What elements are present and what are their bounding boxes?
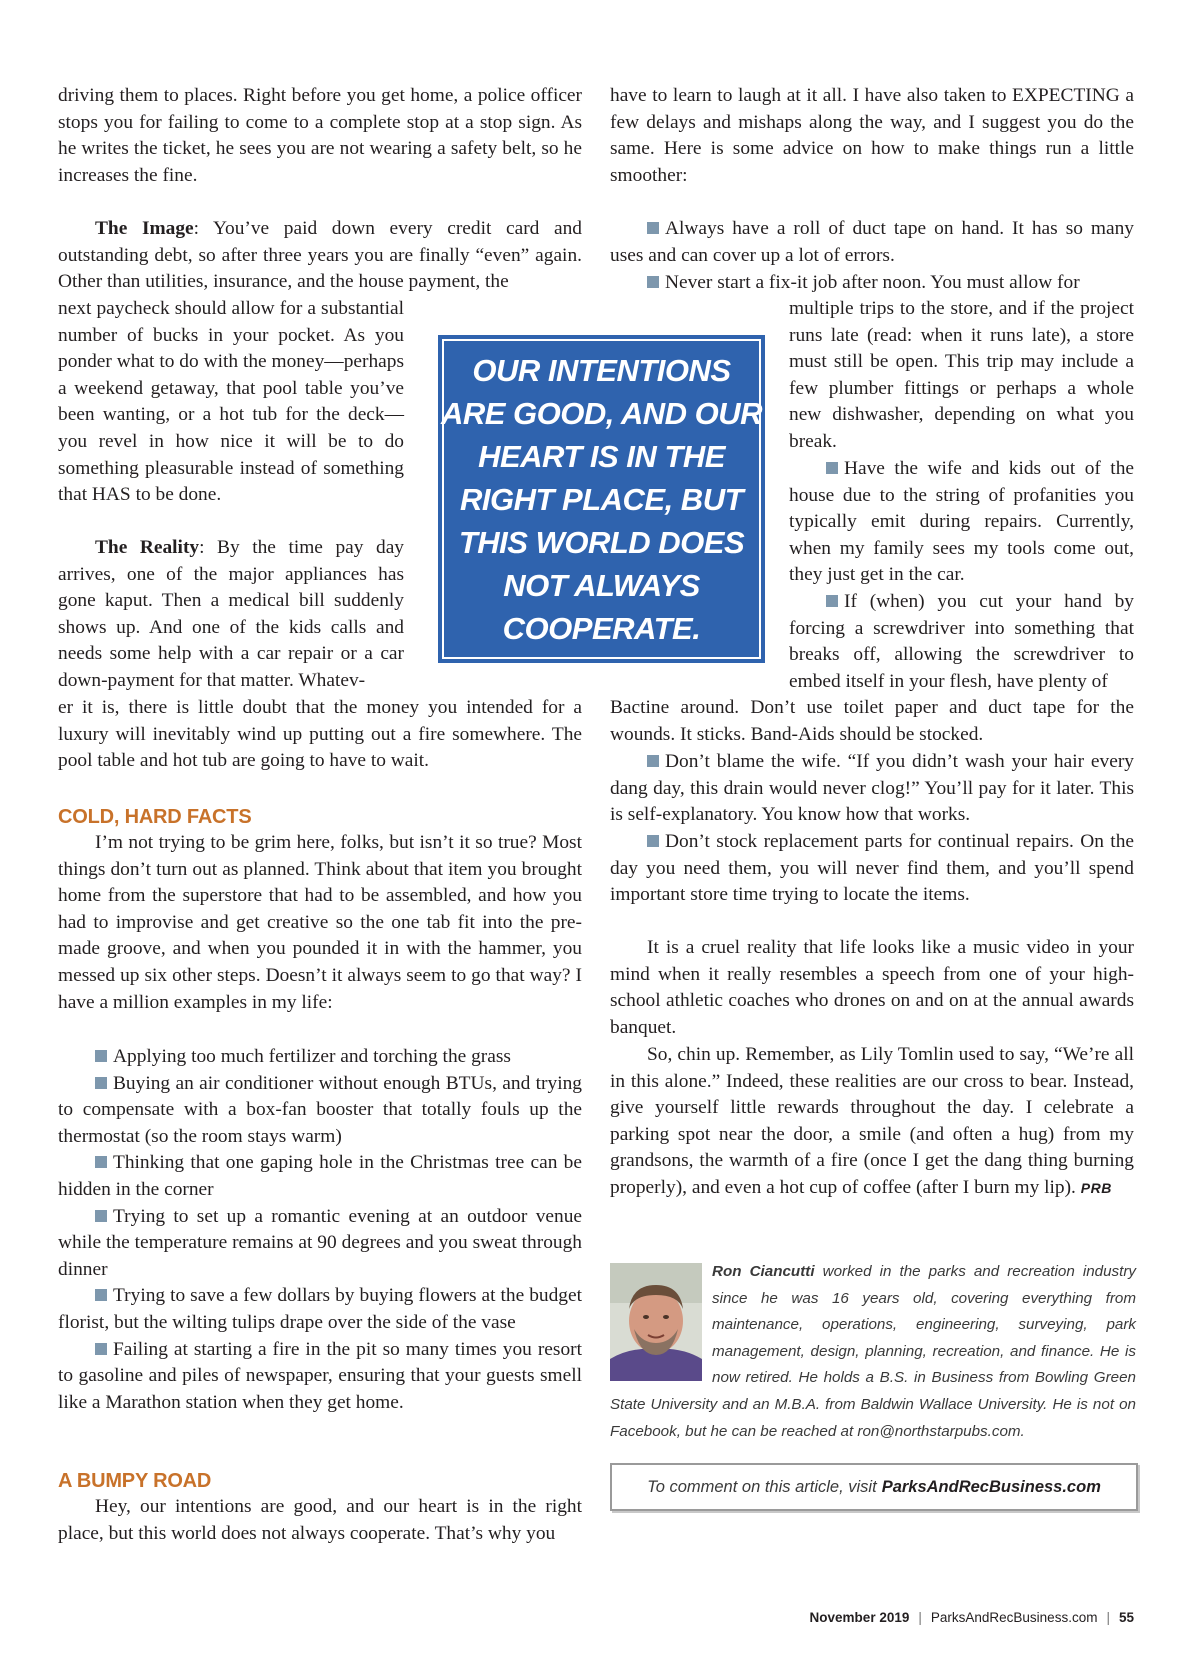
author-name: Ron Ciancutti [712,1263,815,1280]
tip-item: Don’t stock replacement parts for continual repairs. On the day you need them, you will never find them, and you’ll spend important store time trying to locate the items. [610,831,1134,906]
comment-box [610,1463,1138,1511]
right-paragraph-2: It is a cruel reality that life looks like a music video in your mind when it really resembles a speech from one of your high-school athletic coaches who drones on and on at the annual awards banquet. [610,937,1134,1038]
tip-item-cont: Bactine around. Don’t use toilet paper and duct tape for the wounds. It sticks. Band-Aids should be stocked. [610,697,1134,745]
list-item: Buying an air conditioner without enough BTUs, and trying to compensate with a box-fan booster that totally fouls up the thermostat (so the room stays warm) [58,1072,582,1147]
square-bullet-icon [647,755,659,767]
footer-date: November 2019 [809,1610,910,1625]
tip-item-cont: multiple trips to the store, and if the project runs late (read: when it runs late), a store must still be open. This trip may include a few plumber fittings or perhaps a whole new dishwasher, depending on what you break. [789,298,1134,452]
reality-paragraph [58,535,404,695]
pull-quote-box [438,335,765,663]
tip-item: Have the wife and kids out of the house due to the string of profanities you typically emit during repairs. Currently, when my family sees my tools come out, they just get in the car. [789,458,1134,586]
list-item: Thinking that one gaping hole in the Christmas tree can be hidden in the corner [58,1152,582,1200]
tip-item: Always have a roll of duct tape on hand. It has so many uses and can cover up a lot of errors. [610,218,1134,266]
square-bullet-icon [647,222,659,234]
list-item: Failing at starting a fire in the pit so many times you resort to gasoline and piles of newspaper, ensuring that your guests smell like a Marathon station when they get home. [58,1338,582,1413]
footer-site: ParksAndRecBusiness.com [930,1610,1098,1625]
comment-prefix: To comment on this article, visit [647,1477,877,1496]
square-bullet-icon [95,1077,107,1089]
comment-site-link[interactable]: ParksAndRecBusiness.com [881,1477,1101,1496]
square-bullet-icon [826,462,838,474]
image-paragraph [58,216,582,296]
road-paragraph: Hey, our intentions are good, and our heart is in the right place, but this world does not always cooperate. That’s why you [58,1496,582,1544]
square-bullet-icon [95,1156,107,1168]
list-item: Applying too much fertilizer and torching the grass [58,1044,582,1071]
tip-item: Don’t blame the wife. “If you didn’t wash your hair every dang day, this drain would never clog!” You’ll pay for it later. This is self-explanatory. You know how that works. [610,751,1134,826]
heading-cold-hard-facts: COLD, HARD FACTS [58,806,252,828]
facts-paragraph: I’m not trying to be grim here, folks, but isn’t it so true? Most things don’t turn out as planned. Think about that item you brought home from the superstore that had to be assembled, and how you had to improvise and get creative so the one tab fit into the pre-made groove, and when you pounded it in with the hammer, you messed up six other steps. Doesn’t it always seem to go that way? I have a million examples in my life: [58,832,582,1013]
list-item: Trying to set up a romantic evening at an outdoor venue while the temperature remains at 90 degrees and you sweat through dinner [58,1205,582,1280]
examples-list [58,1044,582,1416]
author-photo [610,1263,702,1381]
reality-label: The Reality [95,537,200,558]
tip-item: Never start a fix-it job after noon. You must allow for [610,270,1134,297]
square-bullet-icon [647,276,659,288]
left-paragraph-1: driving them to places. Right before you get home, a police officer stops you for failing to come to a complete stop at a stop sign. As he writes the ticket, he sees you are not wearing a safety belt, so he increases the fine. [58,85,582,186]
reality-text: : By the time pay day arrives, one of the major appliances has gone kaput. Then a medical bill suddenly shows up. And one of the kids calls and needs some help with a car repair or a car down-payment for that matter. Whatev- [58,537,405,691]
image-label: The Image [95,218,194,239]
right-paragraph-1: have to learn to laugh at it all. I have also taken to EXPECTING a few delays and mishaps along the way, and I suggest you do the same. Here is some advice on how to make things run a little smoother: [610,85,1134,186]
tip-item: If (when) you cut your hand by forcing a screwdriver into something that breaks off, allowing the screwdriver to embed itself in your flesh, have plenty of [789,591,1134,692]
footer-divider: | [1106,1610,1110,1625]
end-mark: PRB [1080,1179,1112,1196]
image-paragraph-cont: next paycheck should allow for a substantial number of bucks in your pocket. As you ponder what to do with the money—perhaps a weekend getaway, that pool table you’ve been wanting, or a hot tub for the deck—you revel in how nice it will be to do something pleasurable instead of something that HAS to be done. [58,298,404,506]
square-bullet-icon [826,595,838,607]
image-text: : You’ve paid down every credit card and outstanding debt, so after three years you are finally “even” again. Other than utilities, insurance, and the house payment, the [58,218,582,293]
pull-quote-text: OUR INTENTIONS ARE GOOD, AND OUR HEART IS IN THE RIGHT PLACE, BUT THIS WORLD DOES NOT ALWAYS COOPERATE. [440,352,763,646]
page-number: 55 [1118,1610,1134,1625]
footer-divider: | [918,1610,922,1625]
right-paragraph-3: So, chin up. Remember, as Lily Tomlin used to say, “We’re all in this alone.” Indeed, these realities are our cross to bear. Instead, give yourself little rewards throughout the day. I celebrate a parking spot near the door, a smile (and often a hug) from my grandsons, the warmth of a fire (once I get the dang thing burning properly), and even a hot cup of coffee (after I burn my lip). PRB [610,1044,1134,1198]
heading-bumpy-road: A BUMPY ROAD [58,1470,212,1492]
square-bullet-icon [647,835,659,847]
author-bio-text: worked in the parks and recreation industry since he was 16 years old, covering everything from maintenance, operations, engineering, surveying, park management, design, planning, recreation, and finance. He is now retired. He holds a B.S. in Business from Bowling Green State University and an M.B.A. from Baldwin Wallace University. He is not on Facebook, but he can be reached at ron@northstarpubs.com. [610,1263,1136,1440]
square-bullet-icon [95,1289,107,1301]
square-bullet-icon [95,1050,107,1062]
reality-paragraph-cont: er it is, there is little doubt that the money you intended for a luxury will inevitably wind up putting out a fire somewhere. The pool table and hot tub are going to have to wait. [58,697,582,772]
square-bullet-icon [95,1210,107,1222]
page-footer [810,1610,1134,1625]
list-item: Trying to save a few dollars by buying flowers at the budget florist, but the wilting tulips drape over the side of the vase [58,1285,582,1333]
author-bio [610,1259,1136,1445]
square-bullet-icon [95,1343,107,1355]
